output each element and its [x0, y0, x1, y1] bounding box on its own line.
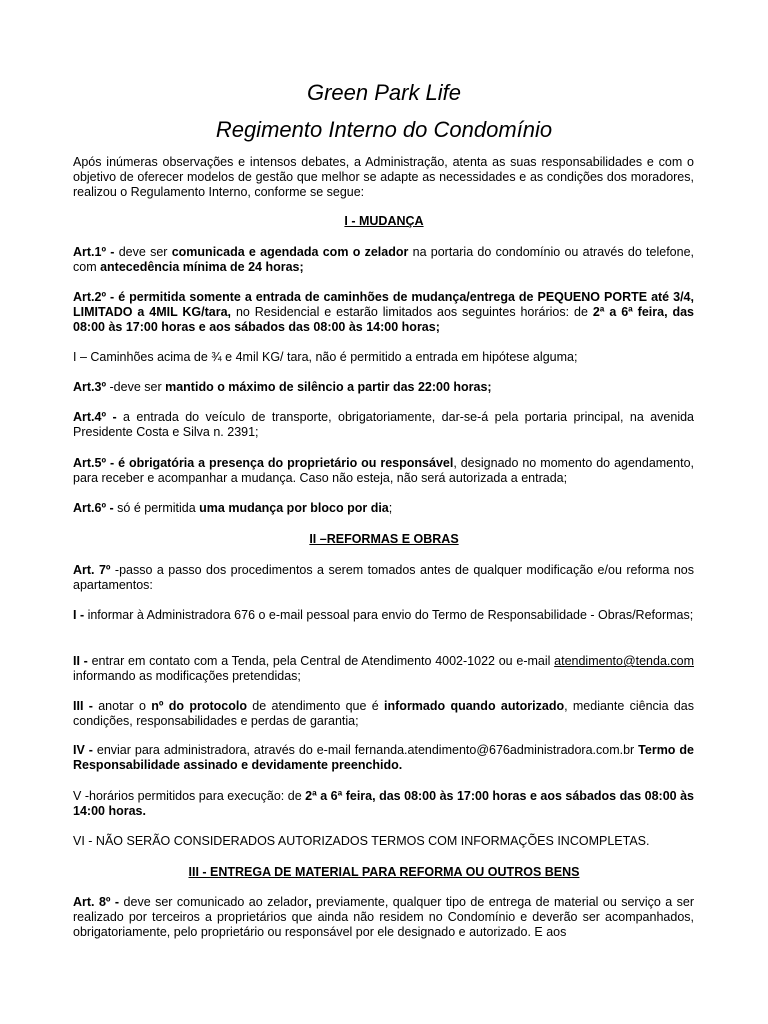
document-title: Green Park Life	[306, 80, 462, 105]
article-2	[73, 290, 694, 335]
item-label: I -	[73, 608, 85, 622]
article-label: Art.3º	[73, 380, 107, 394]
article-text: , designado no momento do agendamento, para receber e acompanhar a mudança. Caso não esteja, não será autorizada a entrada;	[73, 456, 694, 485]
article-emphasis: 2ª a 6ª feira, das 08:00 às 17:00 horas e aos sábados das 08:00 às 14:00 horas;	[73, 305, 695, 334]
article-text: no Residencial e estarão limitados aos seguintes horários: de	[231, 305, 593, 319]
item-label: II -	[73, 654, 88, 668]
article-emphasis: Art.2º - é permitida somente a entrada de caminhões de mudança/entrega de PEQUENO PORTE até 3/4, LIMITADO a 4MIL KG/tara,	[73, 290, 694, 319]
item-text: anotar o	[92, 699, 152, 713]
article-6	[73, 501, 694, 516]
article-text: previamente, qualquer tipo de entrega de material ou serviço a ser realizado por terceiros a proprietários que ainda não residem no Condomínio e deverão ser acompanhados, obrigatoriamente, pelo proprietário ou responsável por ele designado e autorizado. E aos	[73, 895, 695, 939]
item-text: entrar em contato com a Tenda, pela Central de Atendimento 4002-1022 ou e-mail	[87, 654, 555, 668]
article-label: Art.1º -	[73, 245, 115, 259]
article-8	[73, 895, 694, 940]
article-emphasis: ,	[308, 895, 312, 909]
article-text: deve ser comunicado ao zelador	[119, 895, 309, 909]
item-iii-protocolo	[73, 699, 694, 729]
article-label: Art. 7º	[73, 563, 111, 577]
item-iv-termo	[73, 743, 694, 773]
item-emphasis: nº do protocolo	[151, 699, 247, 713]
intro-paragraph: Após inúmeras observações e intensos debates, a Administração, atenta as suas responsabilidades e com o objetivo de oferecer modelos de gestão que melhor se adapte as necessidades e as condições dos moradores, realizou o Regulamento Interno, conforme se segue:	[73, 155, 694, 199]
article-label: Art.6º -	[73, 501, 114, 515]
item-text: -horários permitidos para execução: de	[81, 789, 306, 803]
item-text: informando as modificações pretendidas;	[73, 669, 301, 683]
email-link[interactable]: atendimento@tenda.com	[554, 654, 694, 668]
item-label: IV -	[73, 743, 93, 757]
article-text: só é permitida	[113, 501, 200, 515]
item-v-horarios	[73, 789, 694, 819]
item-label: VI -	[73, 834, 93, 848]
article-text: a entrada do veículo de transporte, obrigatoriamente, dar-se-á pela portaria principal, na avenida Presidente Costa e Silva n. 2391;	[73, 410, 694, 439]
article-text: na portaria do condomínio ou através do telefone, com	[73, 245, 694, 274]
article-emphasis: uma mudança por bloco por dia	[199, 501, 389, 515]
item-label: V	[73, 789, 82, 803]
item-text: NÃO SERÃO CONSIDERADOS AUTORIZADOS TERMOS COM INFORMAÇÕES INCOMPLETAS.	[92, 834, 650, 848]
article-3	[73, 380, 694, 395]
section-heading-entrega: III - ENTREGA DE MATERIAL PARA REFORMA OU OUTROS BENS	[188, 865, 580, 879]
item-label: III -	[73, 699, 93, 713]
article-4	[73, 410, 694, 440]
article-text: ;	[388, 501, 393, 515]
item-ii-tenda	[73, 654, 694, 684]
item-emphasis: informado quando autorizado	[384, 699, 565, 713]
item-text: , mediante ciência das condições, responsabilidades e perdas de garantia;	[73, 699, 694, 728]
item-emphasis: Termo de Responsabilidade assinado e devidamente preenchido.	[73, 743, 694, 772]
article-text: -deve ser	[106, 380, 166, 394]
article-emphasis: mantido o máximo de silêncio a partir das 22:00 horas;	[165, 380, 492, 394]
article-text: deve ser	[114, 245, 172, 259]
item-text: enviar para administradora, através do e-mail fernanda.atendimento@676administradora.com.br	[92, 743, 639, 757]
item-i-administradora	[73, 608, 694, 623]
article-5	[73, 456, 694, 486]
article-text: -passo a passo dos procedimentos a serem tomados antes de qualquer modificação e/ou reforma nos apartamentos:	[73, 563, 694, 592]
article-emphasis: comunicada e agendada com o zelador	[171, 245, 409, 259]
section-heading-mudanca: I - MUDANÇA	[344, 214, 424, 228]
document-subtitle: Regimento Interno do Condomínio	[215, 117, 553, 142]
article-1	[73, 245, 694, 275]
article-emphasis: antecedência mínima de 24 horas;	[100, 260, 304, 274]
item-text: informar à Administradora 676 o e-mail pessoal para envio do Termo de Responsabilidade - Obras/Reformas;	[84, 608, 694, 622]
article-7	[73, 563, 694, 593]
item-vi-incompletas	[73, 834, 694, 849]
item-i-caminhoes: I – Caminhões acima de ¾ e 4mil KG/ tara, não é permitido a entrada em hipótese alguma;	[73, 350, 578, 364]
article-label: Art. 8º -	[73, 895, 120, 909]
article-label: Art.4º -	[73, 410, 117, 424]
item-emphasis: 2ª a 6ª feira, das 08:00 às 17:00 horas e aos sábados das 08:00 às 14:00 horas.	[73, 789, 694, 818]
item-text: de atendimento que é	[246, 699, 385, 713]
article-label: Art.5º - é obrigatória a presença do proprietário ou responsável	[73, 456, 454, 470]
section-heading-reformas: II –REFORMAS E OBRAS	[309, 532, 459, 546]
